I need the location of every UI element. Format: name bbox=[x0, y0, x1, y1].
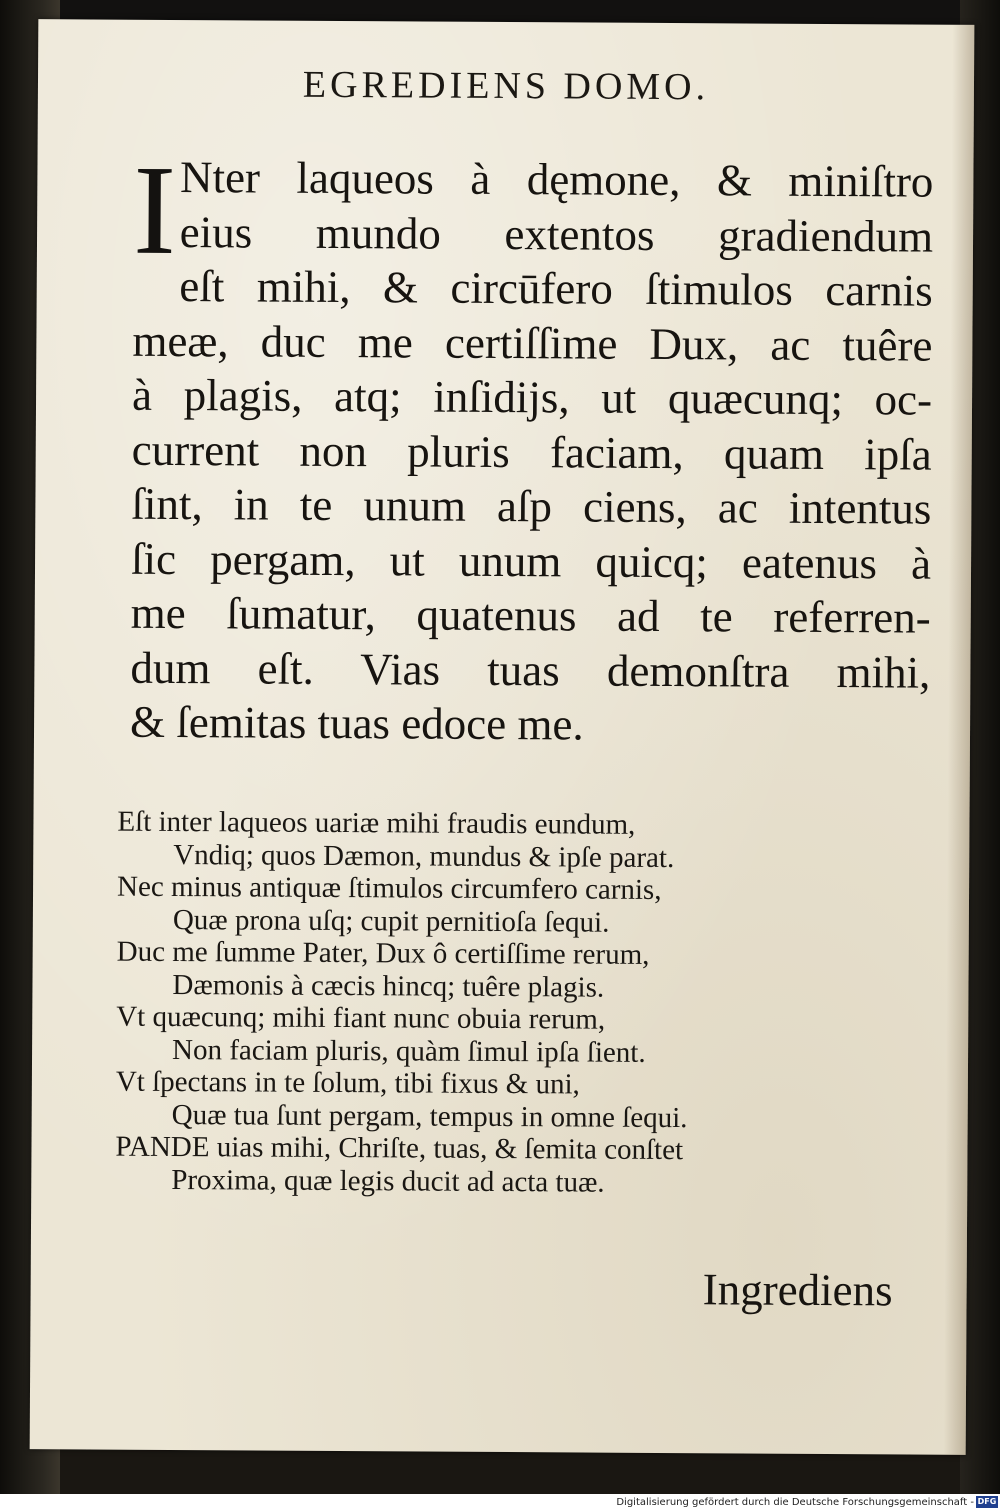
running-heading: EGREDIENS DOMO. bbox=[302, 63, 710, 109]
prose-line: Nter laqueos à dęmone, & miniſtro bbox=[179, 152, 934, 207]
footer-bar bbox=[0, 1494, 1000, 1511]
verse-line: Vt quæcunq; mihi fiant nunc obuia rerum, bbox=[116, 1000, 606, 1036]
dfg-logo: DFG bbox=[977, 1497, 997, 1506]
verse-line: Quæ prona uſq; cupit pernitioſa ſequi. bbox=[172, 903, 610, 939]
prose-line: & ſemitas tuas edoce me. bbox=[129, 696, 584, 750]
verse-line: Quæ tua ſunt pergam, tempus in omne ſequi. bbox=[171, 1098, 688, 1134]
prose-line: à plagis, atq; inſidijs, ut quæcunq; oc- bbox=[131, 369, 933, 425]
catchword: Ingrediens bbox=[702, 1264, 893, 1316]
verse-line: Nec minus antiquæ ſtimulos circumfero carnis, bbox=[116, 870, 662, 906]
prose-line: me ſumatur, quatenus ad te referren- bbox=[130, 587, 931, 643]
prose-line: dum eſt. Vias tuas demonſtra mihi, bbox=[130, 642, 931, 698]
prose-line: eius mundo extentos gradiendum bbox=[179, 206, 934, 262]
verse-line: Non faciam pluris, quàm ſimul ipſa ſient. bbox=[171, 1033, 646, 1069]
verse-block bbox=[115, 806, 877, 1201]
verse-line: Vt ſpectans in te ſolum, tibi fixus & uni, bbox=[115, 1065, 580, 1101]
prose-line: meæ, duc me certiſſime Dux, ac tuêre bbox=[132, 315, 933, 371]
verse-line: PANDE uias mihi, Chriſte, tuas, & ſemita conſtet bbox=[115, 1130, 684, 1167]
drop-capital: I bbox=[132, 138, 177, 281]
verse-line: Duc me ſumme Pater, Dux ô certiſſime rerum, bbox=[116, 935, 650, 971]
verse-line: Dæmonis à cæcis hincq; tuêre plagis. bbox=[172, 968, 605, 1004]
book-page bbox=[30, 19, 975, 1455]
prose-line: eſt mihi, & circūfero ſtimulos carnis bbox=[179, 261, 933, 316]
prose-line: ſint, in te unum aſp ciens, ac intentus bbox=[131, 478, 932, 534]
prose-line: current non pluris faciam, quam ipſa bbox=[131, 424, 932, 480]
prose-line: ſic pergam, ut unum quicq; eatenus à bbox=[130, 533, 932, 589]
verse-line: Proxima, quæ legis ducit ad acta tuæ. bbox=[171, 1163, 605, 1199]
verse-line: Eſt inter laqueos uariæ mihi fraudis eundum, bbox=[117, 805, 636, 841]
prose-paragraph bbox=[129, 138, 934, 754]
funding-credit: Digitalisierung gefördert durch die Deutsche Forschungsgemeinschaft - bbox=[616, 1497, 974, 1508]
verse-line: Vndiq; quos Dæmon, mundus & ipſe parat. bbox=[173, 838, 675, 874]
